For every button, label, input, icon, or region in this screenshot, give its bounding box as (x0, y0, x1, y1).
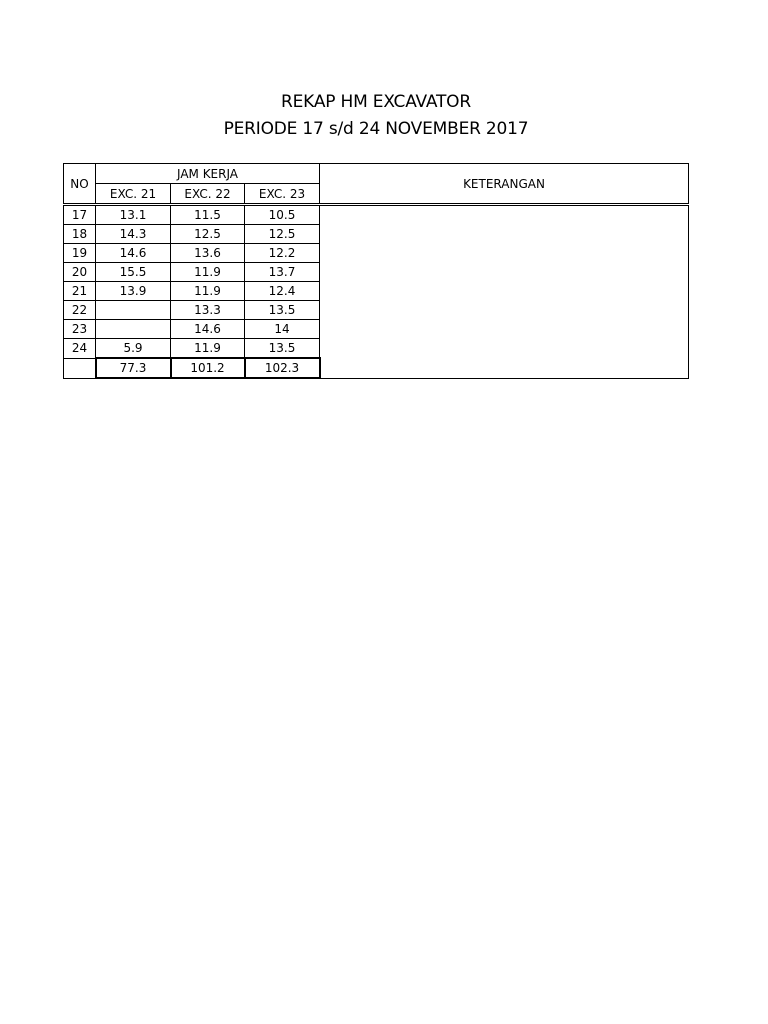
cell-exc-22: 12.5 (171, 225, 245, 244)
header-jam-kerja: JAM KERJA (96, 164, 320, 184)
cell-exc-21: 14.3 (96, 225, 171, 244)
cell-exc-23: 12.4 (245, 282, 320, 301)
table-row (64, 205, 689, 225)
cell-exc-21 (96, 320, 171, 339)
cell-no: 21 (64, 282, 96, 301)
cell-exc-22: 11.9 (171, 263, 245, 282)
cell-exc-22: 11.9 (171, 339, 245, 359)
cell-no: 23 (64, 320, 96, 339)
total-exc-21: 77.3 (96, 358, 171, 378)
header-keterangan: KETERANGAN (320, 164, 689, 205)
cell-no: 22 (64, 301, 96, 320)
total-exc-23: 102.3 (245, 358, 320, 378)
cell-exc-21: 13.1 (96, 205, 171, 225)
document-title: REKAP HM EXCAVATOR (281, 92, 471, 112)
cell-no: 19 (64, 244, 96, 263)
totals-no-cell (64, 358, 96, 378)
cell-exc-22: 11.5 (171, 205, 245, 225)
cell-exc-23: 13.5 (245, 339, 320, 359)
hm-recap-table (63, 163, 689, 379)
cell-exc-21: 13.9 (96, 282, 171, 301)
cell-no: 18 (64, 225, 96, 244)
cell-exc-22: 11.9 (171, 282, 245, 301)
cell-exc-23: 10.5 (245, 205, 320, 225)
cell-exc-21: 14.6 (96, 244, 171, 263)
header-no: NO (64, 164, 96, 205)
cell-exc-21: 5.9 (96, 339, 171, 359)
cell-exc-21 (96, 301, 171, 320)
header-exc-22: EXC. 22 (171, 184, 245, 205)
header-exc-21: EXC. 21 (96, 184, 171, 205)
document-subtitle: PERIODE 17 s/d 24 NOVEMBER 2017 (223, 119, 529, 139)
cell-exc-22: 14.6 (171, 320, 245, 339)
cell-exc-22: 13.6 (171, 244, 245, 263)
cell-no: 17 (64, 205, 96, 225)
cell-exc-21: 15.5 (96, 263, 171, 282)
cell-exc-23: 12.2 (245, 244, 320, 263)
cell-exc-23: 13.7 (245, 263, 320, 282)
header-exc-23: EXC. 23 (245, 184, 320, 205)
keterangan-cell (320, 205, 689, 379)
cell-no: 20 (64, 263, 96, 282)
total-exc-22: 101.2 (171, 358, 245, 378)
cell-exc-23: 12.5 (245, 225, 320, 244)
cell-exc-23: 14 (245, 320, 320, 339)
cell-no: 24 (64, 339, 96, 359)
cell-exc-22: 13.3 (171, 301, 245, 320)
cell-exc-23: 13.5 (245, 301, 320, 320)
